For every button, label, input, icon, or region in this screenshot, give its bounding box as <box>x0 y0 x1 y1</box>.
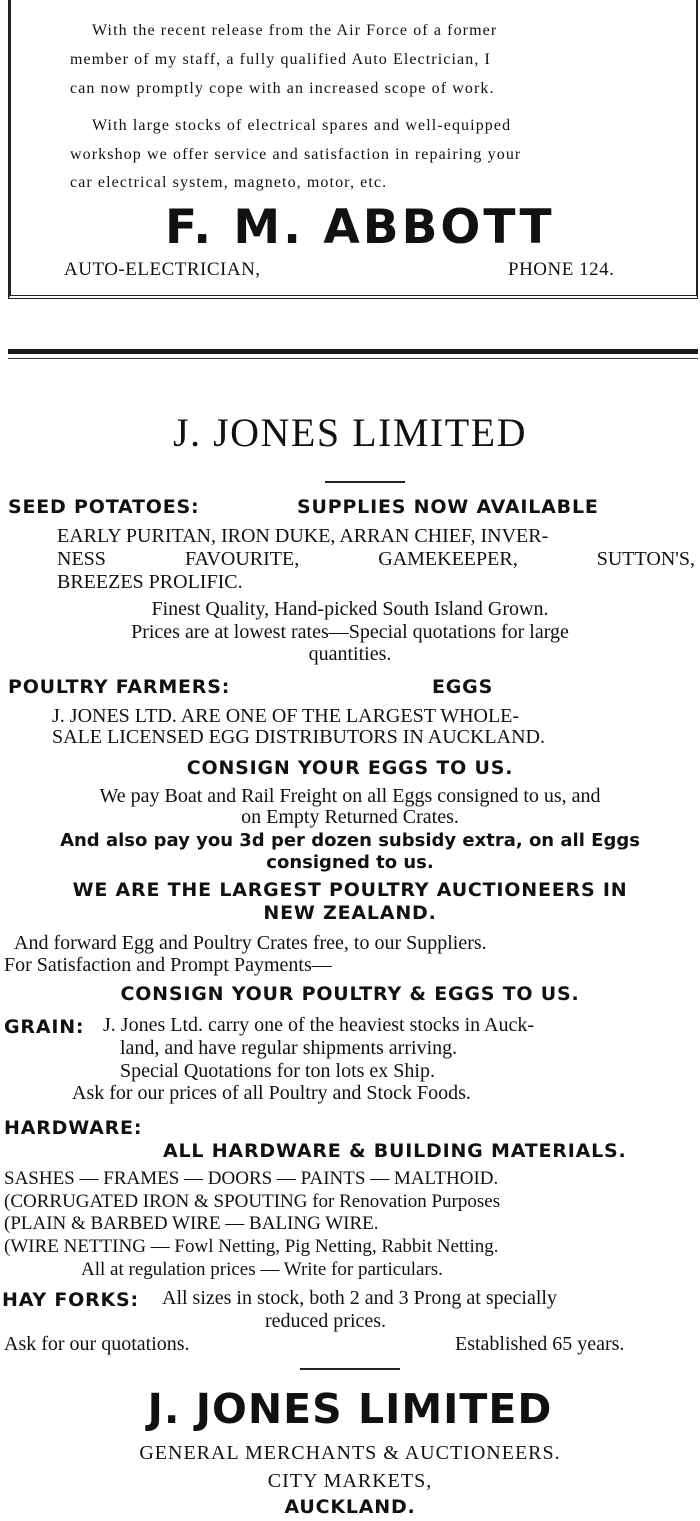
section-separator-thick <box>8 349 698 354</box>
seed-prices-line2: quantities. <box>308 643 392 665</box>
freight-line1: We pay Boat and Rail Freight on all Eggs consigned to us, and <box>99 785 601 807</box>
consign-poultry: CONSIGN YOUR POULTRY & EGGS TO US. <box>120 983 580 1005</box>
section-separator-thin <box>8 358 698 359</box>
seed-varieties-line3: BREEZES PROLIFIC. <box>57 571 243 593</box>
abbott-para1-line2: member of my staff, a fully qualified Auto Electrician, I <box>70 51 491 68</box>
crates-line2: For Satisfaction and Prompt Payments— <box>4 954 332 976</box>
hay-forks-line2: reduced prices. <box>265 1310 387 1332</box>
abbott-phone: PHONE 124. <box>508 259 615 280</box>
auckland: AUCKLAND. <box>284 1496 416 1518</box>
consign-eggs: CONSIGN YOUR EGGS TO US. <box>186 757 514 779</box>
abbott-para2-line1: With large stocks of electrical spares and well-equipped <box>92 117 512 134</box>
grain-line4: Ask for our prices of all Poultry and Stock Foods. <box>72 1082 471 1104</box>
seed-potatoes-label: SEED POTATOES: <box>8 496 200 518</box>
seed-supplies-heading: SUPPLIES NOW AVAILABLE <box>297 496 599 518</box>
crates-line1: And forward Egg and Poultry Crates free, to our Suppliers. <box>14 932 487 954</box>
grain-line1: J. Jones Ltd. carry one of the heaviest stocks in Auck- <box>103 1014 535 1036</box>
subsidy-line2: consigned to us. <box>266 852 434 873</box>
poultry-eggs-heading: EGGS <box>432 676 494 698</box>
abbott-business-name: F. M. ABBOTT <box>165 200 555 255</box>
jones-title: J. JONES LIMITED <box>173 410 527 455</box>
seed-prices-line1: Prices are at lowest rates—Special quotations for large <box>131 621 569 643</box>
hardware-line5: All at regulation prices — Write for particulars. <box>81 1259 443 1280</box>
poultry-farmers-label: POULTRY FARMERS: <box>8 676 231 698</box>
ask-quotations: Ask for our quotations. <box>4 1333 190 1355</box>
abbott-para1-line3: can now promptly cope with an increased scope of work. <box>70 80 495 97</box>
abbott-trade: AUTO-ELECTRICIAN, <box>64 259 261 280</box>
hardware-line1: SASHES — FRAMES — DOORS — PAINTS — MALTHOID. <box>4 1168 499 1189</box>
grain-line3: Special Quotations for ton lots ex Ship. <box>120 1060 435 1082</box>
abbott-para2-line2: workshop we offer service and satisfaction in repairing your <box>70 146 522 163</box>
city-markets: CITY MARKETS, <box>267 1470 433 1492</box>
hardware-line4: (WIRE NETTING — Fowl Netting, Pig Netting, Rabbit Netting. <box>4 1236 499 1257</box>
grain-label: GRAIN: <box>4 1016 85 1038</box>
largest-auctioneers-line2: NEW ZEALAND. <box>263 902 437 924</box>
general-merchants: GENERAL MERCHANTS & AUCTIONEERS. <box>139 1442 561 1464</box>
hay-forks-label: HAY FORKS: <box>2 1289 139 1311</box>
seed-quality: Finest Quality, Hand-picked South Island Grown. <box>151 598 549 620</box>
jones-bottom-title: J. JONES LIMITED <box>147 1385 553 1433</box>
seed-varieties-line2: NESS FAVOURITE, GAMEKEEPER, SUTTON'S, <box>57 548 695 570</box>
abbott-para1-line1: With the recent release from the Air Force of a former <box>92 22 498 39</box>
title-rule <box>325 481 405 483</box>
largest-auctioneers-line1: WE ARE THE LARGEST POULTRY AUCTIONEERS IN <box>72 879 628 901</box>
poultry-distributor-line2: SALE LICENSED EGG DISTRIBUTORS IN AUCKLAND. <box>52 726 545 748</box>
hardware-line2: (CORRUGATED IRON & SPOUTING for Renovation Purposes <box>4 1191 501 1212</box>
subsidy-line1: And also pay you 3d per dozen subsidy extra, on all Eggs <box>60 830 640 851</box>
abbott-para2-line3: car electrical system, magneto, motor, etc. <box>70 174 388 191</box>
hay-forks-line1: All sizes in stock, both 2 and 3 Prong at specially <box>162 1287 557 1309</box>
poultry-distributor-line1: J. JONES LTD. ARE ONE OF THE LARGEST WHOLE- <box>52 705 520 727</box>
grain-line2: land, and have regular shipments arriving. <box>120 1037 458 1059</box>
hardware-label: HARDWARE: <box>4 1117 143 1139</box>
hardware-line3: (PLAIN & BARBED WIRE — BALING WIRE. <box>4 1213 379 1234</box>
seed-varieties-line1: EARLY PURITAN, IRON DUKE, ARRAN CHIEF, INVER- <box>57 525 549 547</box>
freight-line2: on Empty Returned Crates. <box>241 806 459 828</box>
bottom-rule <box>300 1368 400 1370</box>
established-years: Established 65 years. <box>455 1333 625 1355</box>
hardware-heading: ALL HARDWARE & BUILDING MATERIALS. <box>163 1140 627 1162</box>
